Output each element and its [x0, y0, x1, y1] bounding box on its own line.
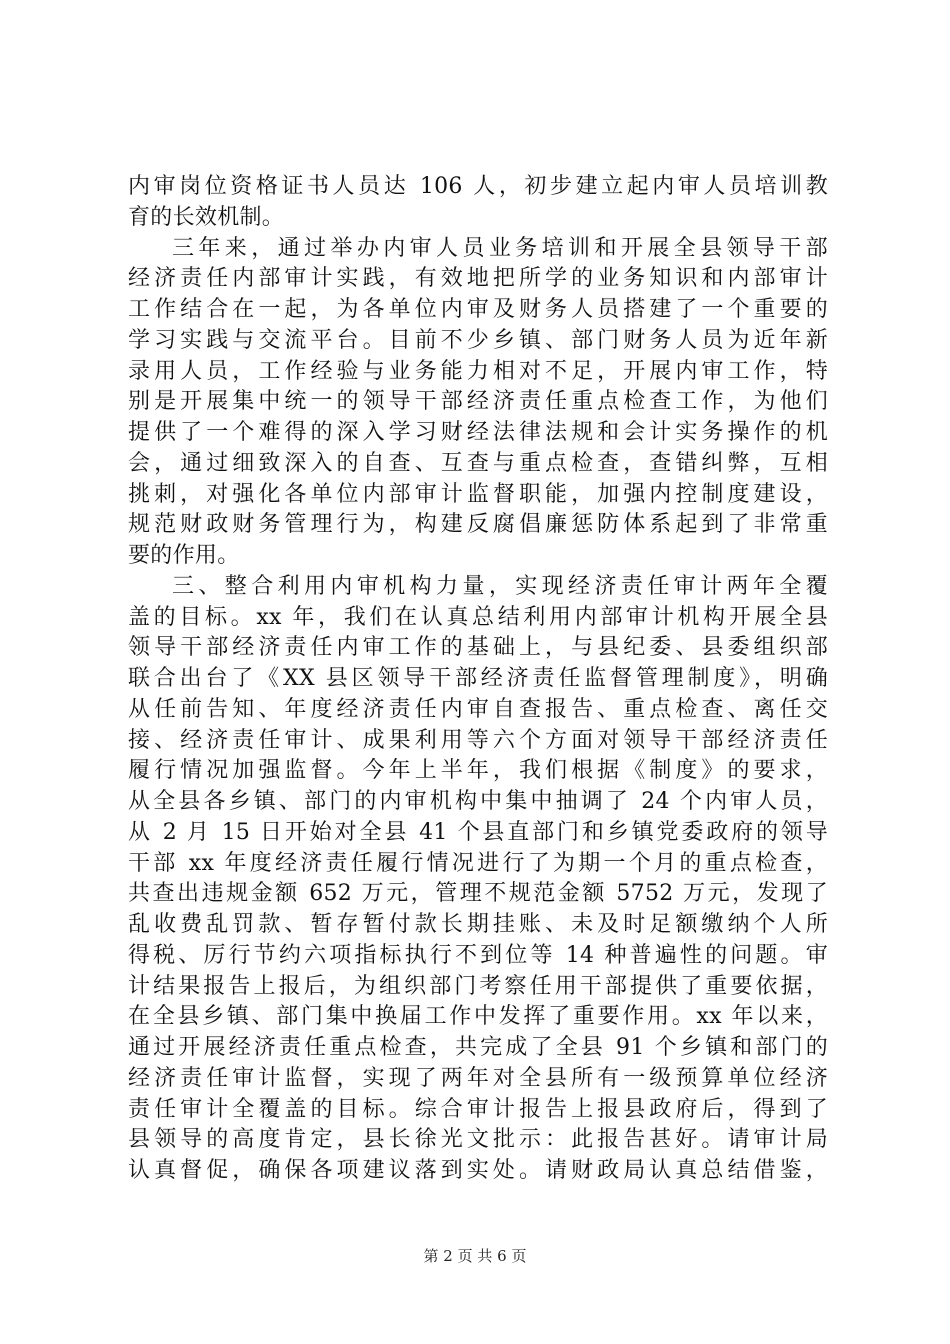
text-line: 要的作用。: [128, 543, 240, 568]
paragraph-first-line: 三年来，通过举办内审人员业务培训和开展全县领导干部: [172, 235, 828, 261]
text-line: 履行情况加强监督。今年上半年，我们根据《制度》的要求，: [128, 758, 828, 784]
text-line: 规范财政财务管理行为，构建反腐倡廉惩防体系起到了非常重: [128, 512, 828, 538]
text-line: 经济责任审计监督，实现了两年对全县所有一级预算单位经济: [128, 1065, 828, 1091]
text-line: 通过开展经济责任重点检查，共完成了全县 91 个乡镇和部门的: [128, 1035, 828, 1060]
text-line: 联合出台了《XX 县区领导干部经济责任监督管理制度》，明确: [128, 666, 828, 691]
text-line: 领导干部经济责任内审工作的基础上，与县纪委、县委组织部: [128, 635, 828, 661]
paragraph-first-line: 三、整合利用内审机构力量，实现经济责任审计两年全覆: [172, 573, 828, 599]
text-line: 育的长效机制。: [128, 204, 285, 230]
text-line: 干部 xx 年度经济责任履行情况进行了为期一个月的重点检查，: [128, 850, 828, 876]
text-line: 在全县乡镇、部门集中换届工作中发挥了重要作用。xx 年以来，: [128, 1004, 828, 1030]
text-line: 责任审计全覆盖的目标。综合审计报告上报县政府后，得到了: [128, 1096, 828, 1122]
text-line: 乱收费乱罚款、暂存暂付款长期挂账、未及时足额缴纳个人所: [128, 912, 828, 937]
text-line: 从任前告知、年度经济责任内审自查报告、重点检查、离任交: [128, 696, 828, 722]
text-line: 认真督促，确保各项建议落到实处。请财政局认真总结借鉴，: [128, 1158, 828, 1183]
text-line: 经济责任内部审计实践，有效地把所学的业务知识和内部审计: [128, 266, 828, 292]
body-text: [128, 172, 828, 1187]
text-line: 提供了一个难得的深入学习财经法律法规和会计实务操作的机: [128, 420, 828, 445]
text-line: 从 2 月 15 日开始对全县 41 个县直部门和乡镇党委政府的领导: [128, 819, 828, 845]
text-line: 内审岗位资格证书人员达 106 人，初步建立起内审人员培训教: [128, 174, 828, 199]
page-number-label: 第 2 页 共 6 页: [423, 1247, 527, 1265]
text-line: 得税、厉行节约六项指标执行不到位等 14 种普遍性的问题。审: [128, 942, 828, 968]
text-line: 盖的目标。xx 年，我们在认真总结利用内部审计机构开展全县: [128, 604, 828, 630]
text-line: 挑刺，对强化各单位内部审计监督职能，加强内控制度建设，: [128, 481, 828, 507]
text-line: 接、经济责任审计、成果利用等六个方面对领导干部经济责任: [128, 727, 828, 753]
text-line: 工作结合在一起，为各单位内审及财务人员搭建了一个重要的: [128, 297, 828, 322]
text-line: 录用人员，工作经验与业务能力相对不足，开展内审工作，特: [128, 358, 828, 384]
text-line: 从全县各乡镇、部门的内审机构中集中抽调了 24 个内审人员，: [128, 789, 828, 814]
text-line: 学习实践与交流平台。目前不少乡镇、部门财务人员为近年新: [128, 327, 828, 353]
text-line: 县领导的高度肯定，县长徐光文批示：此报告甚好。请审计局: [128, 1127, 828, 1153]
page-footer: [0, 1245, 950, 1266]
text-line: 共查出违规金额 652 万元，管理不规范金额 5752 万元，发现了: [128, 881, 828, 907]
text-line: 别是开展集中统一的领导干部经济责任重点检查工作，为他们: [128, 389, 828, 415]
text-line: 会，通过细致深入的自查、互查与重点检查，查错纠弊，互相: [128, 450, 828, 476]
text-line: 计结果报告上报后，为组织部门考察任用干部提供了重要依据，: [128, 973, 828, 999]
